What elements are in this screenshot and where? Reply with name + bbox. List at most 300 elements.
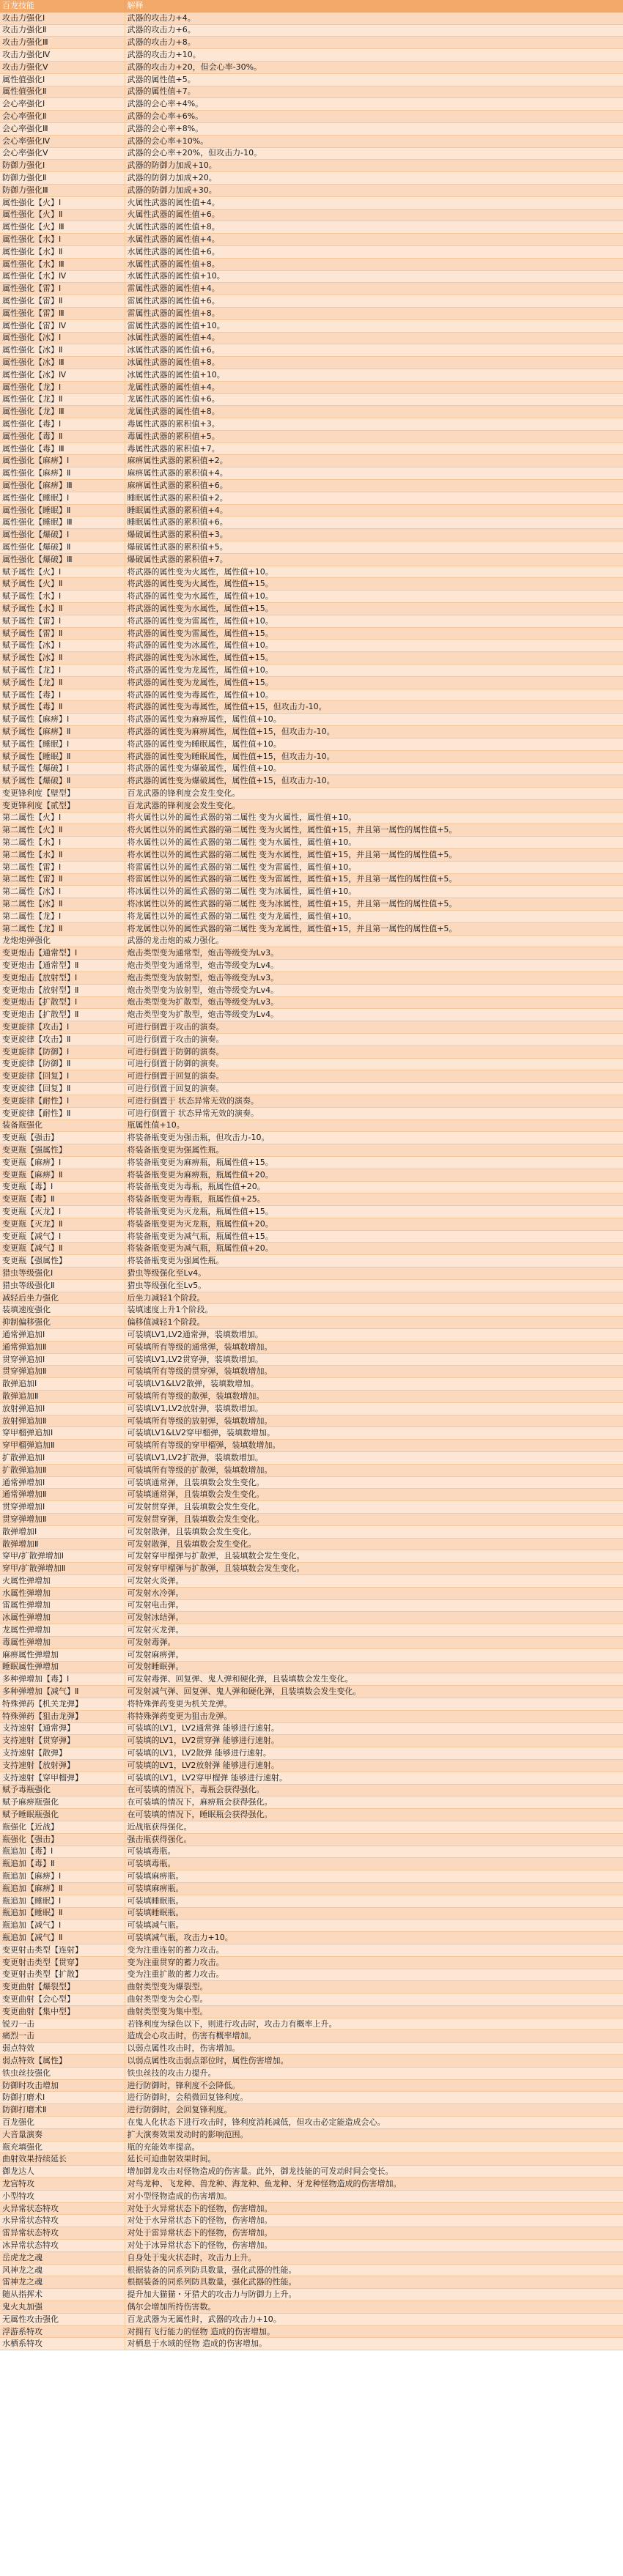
table-row: [0, 910, 623, 922]
skill-name-cell: 百龙强化: [0, 2117, 125, 2129]
skill-description-cell: 可装填减气瓶。: [125, 1920, 623, 1932]
skill-description-cell: 将武器的属性变为睡眠属性，属性值+10。: [125, 738, 623, 750]
table-row: [0, 1452, 623, 1465]
skill-description-cell: 可进行倒置于防御的演奏。: [125, 1045, 623, 1058]
skill-description-cell: 可进行倒置于 状态异常无效的演奏。: [125, 1095, 623, 1107]
table-header-row: [0, 0, 623, 12]
skill-description-cell: 将龙属性以外的属性武器的第二属性 变为龙属性，属性值+15，并且第一属性的属性值+5。: [125, 922, 623, 935]
skill-description-cell: 武器的防御力加成+30。: [125, 184, 623, 196]
skill-name-cell: 第二属性【雷】Ⅱ: [0, 873, 125, 886]
table-row: [0, 603, 623, 615]
skill-description-cell: 将装备瓶变更为麻痹瓶，瓶属性值+15。: [125, 1156, 623, 1169]
skill-name-cell: 瓶追加【减气】Ⅱ: [0, 1932, 125, 1944]
skill-description-cell: 武器的攻击力+6。: [125, 24, 623, 37]
table-row: [0, 1353, 623, 1366]
skill-description-cell: 雷属性武器的属性值+4。: [125, 283, 623, 295]
skill-name-cell: 属性强化【雷】Ⅳ: [0, 319, 125, 332]
table-row: [0, 393, 623, 406]
table-row: [0, 2178, 623, 2191]
skill-name-cell: 赋予属性【睡眠】Ⅱ: [0, 750, 125, 763]
skill-description-cell: 偶尔会增加所持伤害数。: [125, 2301, 623, 2314]
skill-name-cell: 赋予属性【爆破】Ⅰ: [0, 763, 125, 775]
skill-name-cell: 龙宫特攻: [0, 2178, 125, 2191]
skill-name-cell: 第二属性【雷】Ⅰ: [0, 861, 125, 873]
skill-name-cell: 赋予属性【雷】Ⅰ: [0, 615, 125, 627]
skill-description-cell: 将装备瓶变更为强属性瓶。: [125, 1144, 623, 1157]
skill-name-cell: 第二属性【冰】Ⅰ: [0, 886, 125, 898]
skill-description-cell: 可装填的LV1，LV2穿甲榴弹 能够进行速射。: [125, 1772, 623, 1784]
table-row: [0, 1464, 623, 1476]
table-row: [0, 947, 623, 960]
skill-name-cell: 火异常状态特攻: [0, 2202, 125, 2215]
skill-name-cell: 变更射击类型【贯穿】: [0, 1956, 125, 1969]
table-row: [0, 1648, 623, 1661]
table-row: [0, 1193, 623, 1206]
skill-description-cell: 瓶属性值+10。: [125, 1119, 623, 1132]
skill-name-cell: 属性强化【毒】Ⅲ: [0, 443, 125, 455]
skill-name-cell: 装填速度强化: [0, 1304, 125, 1317]
table-row: [0, 184, 623, 196]
table-row: [0, 1759, 623, 1772]
table-row: [0, 1070, 623, 1083]
skill-name-cell: 变更瓶【强击】: [0, 1132, 125, 1144]
skill-description-cell: 猎虫等级强化至Lv4。: [125, 1267, 623, 1280]
skill-description-cell: 对栖息于水域的怪物 造成的伤害增加。: [125, 2338, 623, 2350]
skill-name-cell: 赋予属性【水】Ⅰ: [0, 591, 125, 603]
skill-name-cell: 第二属性【龙】Ⅱ: [0, 922, 125, 935]
skill-description-cell: 变为注重连射的蓄力攻击。: [125, 1944, 623, 1956]
skill-description-cell: 武器的会心率+4%。: [125, 98, 623, 111]
skill-name-cell: 会心率强化Ⅱ: [0, 111, 125, 123]
table-row: [0, 172, 623, 185]
table-row: [0, 665, 623, 677]
table-row: [0, 1895, 623, 1907]
skill-name-cell: 第二属性【冰】Ⅱ: [0, 898, 125, 911]
skill-description-cell: 麻痹属性武器的累积值+6。: [125, 480, 623, 492]
skill-name-cell: 属性强化【睡眠】Ⅲ: [0, 517, 125, 529]
table-row: [0, 2128, 623, 2141]
table-row: [0, 517, 623, 529]
skill-name-cell: 变更旋律【防御】Ⅱ: [0, 1058, 125, 1070]
table-row: [0, 1587, 623, 1599]
skill-description-cell: 雷属性武器的属性值+8。: [125, 307, 623, 319]
skill-description-cell: 将火属性以外的属性武器的第二属性 变为火属性，属性值+10。: [125, 812, 623, 824]
skill-description-cell: 将龙属性以外的属性武器的第二属性 变为龙属性，属性值+10。: [125, 910, 623, 922]
table-row: [0, 1058, 623, 1070]
skill-name-cell: 瓶追加【睡眠】Ⅰ: [0, 1895, 125, 1907]
skill-name-cell: 曲射效果持续延长: [0, 2153, 125, 2166]
skill-description-cell: 将装备瓶变更为灭龙瓶，瓶属性值+20。: [125, 1218, 623, 1230]
skill-description-cell: 提升加大猫猫・牙猎犬的攻击力与防御力上升。: [125, 2289, 623, 2301]
skill-description-cell: 武器的攻击力+8。: [125, 37, 623, 49]
skill-name-cell: 变更瓶【强属性】: [0, 1144, 125, 1157]
table-row: [0, 1119, 623, 1132]
table-row: [0, 2067, 623, 2079]
table-row: [0, 480, 623, 492]
skill-description-cell: 睡眠属性武器的累积值+4。: [125, 504, 623, 517]
skill-name-cell: 无属性攻击强化: [0, 2313, 125, 2325]
skill-name-cell: 变更炮击【放射型】Ⅱ: [0, 984, 125, 996]
skill-description-cell: 将雷属性以外的属性武器的第二属性 变为雷属性，属性值+15，并且第一属性的属性值+5。: [125, 873, 623, 886]
skill-description-cell: 可装填LV1,LV2扩散弹，装填数增加。: [125, 1452, 623, 1465]
skill-description-cell: 在鬼人化状态下进行攻击时，锋利度消耗减低，但攻击必定能造成会心。: [125, 2117, 623, 2129]
table-row: [0, 2153, 623, 2166]
skill-name-cell: 变更瓶【强属性】: [0, 1255, 125, 1267]
skill-name-cell: 赋予属性【龙】Ⅰ: [0, 665, 125, 677]
skill-name-cell: 支持速射【通常弹】: [0, 1722, 125, 1735]
skill-description-cell: 可装填通常弹，且装填数会发生变化。: [125, 1489, 623, 1501]
skill-name-cell: 变更曲射【爆裂型】: [0, 1981, 125, 1994]
skill-name-cell: 抑制偏移强化: [0, 1317, 125, 1329]
skill-description-cell: 炮击类型变为通常型，炮击等级变为Lv4。: [125, 960, 623, 972]
skill-description-cell: 将特殊弹药变更为狙击龙弹。: [125, 1710, 623, 1722]
table-row: [0, 1243, 623, 1255]
skill-description-cell: 睡眠属性武器的累积值+2。: [125, 492, 623, 504]
skill-name-cell: 变更旋律【回复】Ⅰ: [0, 1070, 125, 1083]
skill-name-cell: 特殊弹药【机关龙弹】: [0, 1698, 125, 1710]
skill-description-cell: 可发射电击弹。: [125, 1599, 623, 1612]
skill-description-cell: 将武器的属性变为龙属性，属性值+15。: [125, 676, 623, 689]
table-row: [0, 541, 623, 554]
skill-name-cell: 属性强化【爆破】Ⅰ: [0, 529, 125, 541]
skill-name-cell: 第二属性【水】Ⅱ: [0, 848, 125, 861]
skill-description-cell: 瓶的充能效率提高。: [125, 2141, 623, 2153]
skill-description-cell: 麻痹属性武器的累积值+2。: [125, 455, 623, 467]
table-row: [0, 61, 623, 73]
skill-name-cell: 变更瓶【减气】Ⅱ: [0, 1243, 125, 1255]
skill-name-cell: 瓶强化【强击】: [0, 1833, 125, 1846]
skill-description-cell: 雷属性武器的属性值+10。: [125, 319, 623, 332]
table-row: [0, 2092, 623, 2104]
skill-description-cell: 可发射散弹，且装填数会发生变化。: [125, 1538, 623, 1550]
skill-name-cell: 睡眠属性弹增加: [0, 1661, 125, 1673]
skill-name-cell: 装备瓶强化: [0, 1119, 125, 1132]
skill-name-cell: 会心率强化Ⅲ: [0, 122, 125, 135]
skill-description-cell: 近战瓶获得强化。: [125, 1821, 623, 1833]
skill-description-cell: 增加御龙攻击对怪物造成的伤害量。此外，御龙技能的可发动时间会变长。: [125, 2166, 623, 2178]
skill-description-cell: 可发射冰结弹。: [125, 1612, 623, 1624]
skill-name-cell: 属性强化【冰】Ⅱ: [0, 344, 125, 357]
skill-description-cell: 百龙武器的锋利度会发生变化。: [125, 788, 623, 800]
table-row: [0, 2276, 623, 2289]
skill-name-cell: 会心率强化Ⅰ: [0, 98, 125, 111]
skill-name-cell: 变更瓶【麻痹】Ⅰ: [0, 1156, 125, 1169]
table-row: [0, 1994, 623, 2006]
table-row: [0, 591, 623, 603]
skill-name-cell: 会心率强化Ⅳ: [0, 135, 125, 147]
table-row: [0, 1501, 623, 1514]
skill-name-cell: 属性值强化Ⅰ: [0, 73, 125, 86]
skill-description-cell: 将武器的属性变为水属性，属性值+10。: [125, 591, 623, 603]
skill-description-cell: 可发射毒弹。: [125, 1636, 623, 1648]
skill-description-cell: 冰属性武器的属性值+8。: [125, 357, 623, 369]
skill-description-cell: 可装填所有等级的放射弹，装填数增加。: [125, 1415, 623, 1427]
table-row: [0, 1981, 623, 1994]
skill-name-cell: 赋予属性【爆破】Ⅱ: [0, 775, 125, 788]
table-row: [0, 738, 623, 750]
skill-description-cell: 武器的属性值+5。: [125, 73, 623, 86]
table-row: [0, 196, 623, 209]
skill-name-cell: 赋予属性【麻痹】Ⅰ: [0, 714, 125, 726]
table-row: [0, 1846, 623, 1858]
table-row: [0, 1391, 623, 1403]
skill-description-cell: 可装填的LV1，LV2放射弹 能够进行速射。: [125, 1759, 623, 1772]
skill-name-cell: 猎虫等级强化Ⅰ: [0, 1267, 125, 1280]
skill-name-cell: 冰异常状态特攻: [0, 2240, 125, 2252]
table-row: [0, 1575, 623, 1588]
skill-description-cell: 将装备瓶变更为毒瓶，瓶属性值+25。: [125, 1193, 623, 1206]
skill-name-cell: 防御力强化Ⅱ: [0, 172, 125, 185]
skill-name-cell: 岳虎龙之魂: [0, 2251, 125, 2264]
skill-description-cell: 可发射减气弹、回复弹、鬼人弹和硬化弹，且装填数会发生变化。: [125, 1686, 623, 1698]
skill-name-cell: 攻击力强化Ⅱ: [0, 24, 125, 37]
skill-description-cell: 武器的会心率+20%，但攻击力-10。: [125, 147, 623, 160]
skill-name-cell: 瓶追加【睡眠】Ⅱ: [0, 1907, 125, 1920]
skill-description-cell: 可进行倒置于防御的演奏。: [125, 1058, 623, 1070]
table-row: [0, 2251, 623, 2264]
table-row: [0, 1920, 623, 1932]
skill-name-cell: 锐刃一击: [0, 2018, 125, 2030]
table-row: [0, 578, 623, 591]
skill-description-cell: 曲射类型变为会心型。: [125, 1994, 623, 2006]
table-row: [0, 258, 623, 270]
skill-name-cell: 属性强化【龙】Ⅱ: [0, 393, 125, 406]
table-row: [0, 245, 623, 258]
table-row: [0, 455, 623, 467]
skill-description-cell: 可发射灭龙弹。: [125, 1624, 623, 1637]
skill-description-cell: 武器的会心率+10%。: [125, 135, 623, 147]
skill-name-cell: 瓶追加【毒】Ⅱ: [0, 1858, 125, 1870]
skill-description-cell: 将特殊弹药变更为机关龙弹。: [125, 1698, 623, 1710]
table-row: [0, 24, 623, 37]
skill-name-cell: 属性强化【睡眠】Ⅰ: [0, 492, 125, 504]
skill-name-cell: 赋予属性【冰】Ⅱ: [0, 652, 125, 665]
table-row: [0, 2043, 623, 2055]
skill-description-cell: 水属性武器的属性值+8。: [125, 258, 623, 270]
table-row: [0, 2030, 623, 2043]
skill-name-cell: 变更炮击【扩散型】Ⅰ: [0, 996, 125, 1009]
table-row: [0, 1279, 623, 1292]
skill-description-cell: 若锋利度为绿色以下，则进行攻击时，攻击力有概率上升。: [125, 2018, 623, 2030]
skill-description-cell: 武器的攻击力+4。: [125, 12, 623, 24]
skill-description-cell: 火属性武器的属性值+4。: [125, 196, 623, 209]
table-row: [0, 1181, 623, 1193]
table-row: [0, 1317, 623, 1329]
skill-name-cell: 赋予属性【毒】Ⅰ: [0, 689, 125, 701]
skill-name-cell: 贯穿弹追加Ⅰ: [0, 1353, 125, 1366]
skill-description-cell: 将武器的属性变为毒属性，属性值+10。: [125, 689, 623, 701]
skill-description-cell: 冰属性武器的属性值+6。: [125, 344, 623, 357]
skill-description-cell: 可发射贯穿弹，且装填数会发生变化。: [125, 1501, 623, 1514]
skill-name-cell: 瓶追加【减气】Ⅰ: [0, 1920, 125, 1932]
skill-name-cell: 变更炮击【通常型】Ⅰ: [0, 947, 125, 960]
skill-description-cell: 可发射麻痹弹。: [125, 1648, 623, 1661]
table-row: [0, 319, 623, 332]
table-row: [0, 2240, 623, 2252]
skill-name-cell: 散弹追加Ⅱ: [0, 1391, 125, 1403]
table-row: [0, 2190, 623, 2202]
skill-name-cell: 变更旋律【攻击】Ⅰ: [0, 1021, 125, 1034]
table-row: [0, 111, 623, 123]
skill-name-cell: 小型特攻: [0, 2190, 125, 2202]
skill-description-cell: 偏移值减轻1个阶段。: [125, 1317, 623, 1329]
table-row: [0, 1144, 623, 1157]
table-row: [0, 1341, 623, 1353]
table-row: [0, 848, 623, 861]
skill-description-cell: 将武器的属性变为麻痹属性，属性值+15，但攻击力-10。: [125, 726, 623, 739]
table-row: [0, 369, 623, 381]
table-row: [0, 418, 623, 431]
skill-description-cell: 可装填所有等级的扩散弹，装填数增加。: [125, 1464, 623, 1476]
table-row: [0, 307, 623, 319]
skill-name-cell: 变更曲射【会心型】: [0, 1994, 125, 2006]
skill-name-cell: 弱点特效【属性】: [0, 2055, 125, 2068]
table-row: [0, 2055, 623, 2068]
skill-name-cell: 支持速射【贯穿弹】: [0, 1735, 125, 1747]
skill-name-cell: 属性强化【冰】Ⅲ: [0, 357, 125, 369]
skill-name-cell: 通常弹增加Ⅰ: [0, 1476, 125, 1489]
table-row: [0, 984, 623, 996]
skill-description-cell: 可装填LV1&LV2散弹，装填数增加。: [125, 1378, 623, 1391]
skill-name-cell: 水异常状态特攻: [0, 2215, 125, 2227]
table-row: [0, 1882, 623, 1895]
skill-name-cell: 赋予属性【火】Ⅰ: [0, 566, 125, 578]
table-row: [0, 1772, 623, 1784]
table-row: [0, 357, 623, 369]
table-row: [0, 1796, 623, 1809]
skill-description-cell: 将武器的属性变为睡眠属性，属性值+15，但攻击力-10。: [125, 750, 623, 763]
skill-description-cell: 可装填睡眠瓶。: [125, 1895, 623, 1907]
table-row: [0, 1033, 623, 1045]
skill-name-cell: 多种弹增加【毒】Ⅰ: [0, 1673, 125, 1686]
skill-name-cell: 瓶追加【毒】Ⅰ: [0, 1846, 125, 1858]
skill-description-cell: 将武器的属性变为爆破属性，属性值+15，但攻击力-10。: [125, 775, 623, 788]
table-row: [0, 1956, 623, 1969]
table-row: [0, 1673, 623, 1686]
skill-name-cell: 变更瓶【毒】Ⅰ: [0, 1181, 125, 1193]
table-row: [0, 1206, 623, 1218]
skill-description-cell: 武器的龙击炮的威力强化。: [125, 935, 623, 947]
skill-name-cell: 属性强化【爆破】Ⅲ: [0, 553, 125, 566]
skill-name-cell: 防御力强化Ⅰ: [0, 160, 125, 172]
skill-description-cell: 将武器的属性变为水属性，属性值+15。: [125, 603, 623, 615]
table-row: [0, 2289, 623, 2301]
table-row: [0, 714, 623, 726]
skill-name-cell: 赋予属性【冰】Ⅰ: [0, 640, 125, 652]
skill-description-cell: 炮击类型变为放射型，炮击等级变为Lv3。: [125, 971, 623, 984]
skill-name-cell: 赋予属性【雷】Ⅱ: [0, 627, 125, 640]
table-row: [0, 1132, 623, 1144]
table-row: [0, 122, 623, 135]
table-row: [0, 234, 623, 246]
skill-description-cell: 武器的属性值+7。: [125, 86, 623, 98]
skill-name-cell: 通常弹追加Ⅱ: [0, 1341, 125, 1353]
table-row: [0, 1784, 623, 1796]
skill-description-cell: 可进行倒置于攻击的演奏。: [125, 1033, 623, 1045]
skill-name-cell: 攻击力强化Ⅴ: [0, 61, 125, 73]
column-header-skill: 百龙技能: [0, 0, 125, 12]
skill-name-cell: 赋予麻痹瓶强化: [0, 1796, 125, 1809]
skill-name-cell: 放射弹追加Ⅰ: [0, 1402, 125, 1415]
skill-name-cell: 属性强化【火】Ⅲ: [0, 221, 125, 234]
skill-name-cell: 雷异常状态特攻: [0, 2227, 125, 2240]
skill-name-cell: 第二属性【龙】Ⅰ: [0, 910, 125, 922]
skill-description-cell: 铁虫丝技的攻击力提升。: [125, 2067, 623, 2079]
table-row: [0, 73, 623, 86]
table-row: [0, 1710, 623, 1722]
skill-description-cell: 可发射火炎弹。: [125, 1575, 623, 1588]
skill-name-cell: 水属性弹增加: [0, 1587, 125, 1599]
table-row: [0, 1969, 623, 1981]
table-row: [0, 553, 623, 566]
skill-description-cell: 根据装备的同系列防具数量，强化武器的性能。: [125, 2276, 623, 2289]
skill-name-cell: 变更旋律【攻击】Ⅱ: [0, 1033, 125, 1045]
skill-description-cell: 将装备瓶变更为毒瓶，瓶属性值+20。: [125, 1181, 623, 1193]
table-row: [0, 344, 623, 357]
table-row: [0, 1045, 623, 1058]
skill-description-cell: 对拥有飞行能力的怪物 造成的伤害增加。: [125, 2325, 623, 2338]
skill-name-cell: 属性强化【麻痹】Ⅱ: [0, 467, 125, 480]
skill-name-cell: 属性强化【麻痹】Ⅲ: [0, 480, 125, 492]
skill-name-cell: 变更旋律【耐性】Ⅰ: [0, 1095, 125, 1107]
skill-description-cell: 进行防御时，会回复锋利度。: [125, 2104, 623, 2117]
table-row: [0, 147, 623, 160]
table-row: [0, 861, 623, 873]
skill-description-cell: 冰属性武器的属性值+4。: [125, 332, 623, 344]
skill-name-cell: 扩散弹追加Ⅱ: [0, 1464, 125, 1476]
table-row: [0, 2166, 623, 2178]
table-row: [0, 2005, 623, 2018]
table-row: [0, 971, 623, 984]
skill-name-cell: 攻击力强化Ⅳ: [0, 49, 125, 62]
skill-description-cell: 可进行倒置于 状态异常无效的演奏。: [125, 1107, 623, 1119]
skill-description-cell: 火属性武器的属性值+8。: [125, 221, 623, 234]
skill-name-cell: 属性强化【水】Ⅳ: [0, 270, 125, 283]
skill-description-cell: 麻痹属性武器的累积值+4。: [125, 467, 623, 480]
skill-description-cell: 可进行倒置于攻击的演奏。: [125, 1021, 623, 1034]
skill-name-cell: 支持速射【散弹】: [0, 1747, 125, 1760]
table-row: [0, 1599, 623, 1612]
table-row: [0, 1292, 623, 1304]
skill-description-cell: 武器的攻击力+10。: [125, 49, 623, 62]
skill-description-cell: 百龙武器为无属性时，武器的攻击力+10。: [125, 2313, 623, 2325]
table-row: [0, 504, 623, 517]
skill-name-cell: 变更射击类型【扩散】: [0, 1969, 125, 1981]
table-row: [0, 1661, 623, 1673]
skill-description-cell: 百龙武器的锋利度会发生变化。: [125, 799, 623, 812]
table-row: [0, 332, 623, 344]
table-row: [0, 430, 623, 443]
skill-name-cell: 赋予毒瓶强化: [0, 1784, 125, 1796]
skill-name-cell: 支持速射【放射弹】: [0, 1759, 125, 1772]
skill-name-cell: 赋予属性【麻痹】Ⅱ: [0, 726, 125, 739]
skill-description-cell: 将冰属性以外的属性武器的第二属性 变为冰属性，属性值+10。: [125, 886, 623, 898]
table-row: [0, 701, 623, 714]
skill-description-cell: 后坐力减轻1个阶段。: [125, 1292, 623, 1304]
skill-name-cell: 贯穿弹增加Ⅱ: [0, 1514, 125, 1526]
table-row: [0, 2325, 623, 2338]
table-row: [0, 1624, 623, 1637]
skill-name-cell: 属性强化【龙】Ⅰ: [0, 381, 125, 393]
skill-description-cell: 以弱点属性攻击时，伤害增加。: [125, 2043, 623, 2055]
skill-description-cell: 将装备瓶变更为灭龙瓶，瓶属性值+15。: [125, 1206, 623, 1218]
skill-description-cell: 可装填LV1&LV2穿甲榴弹，装填数增加。: [125, 1427, 623, 1440]
table-row: [0, 283, 623, 295]
skill-name-cell: 痛烈一击: [0, 2030, 125, 2043]
skill-name-cell: 变更瓶【灭龙】Ⅰ: [0, 1206, 125, 1218]
skill-name-cell: 水栖系特攻: [0, 2338, 125, 2350]
skill-name-cell: 攻击力强化Ⅲ: [0, 37, 125, 49]
